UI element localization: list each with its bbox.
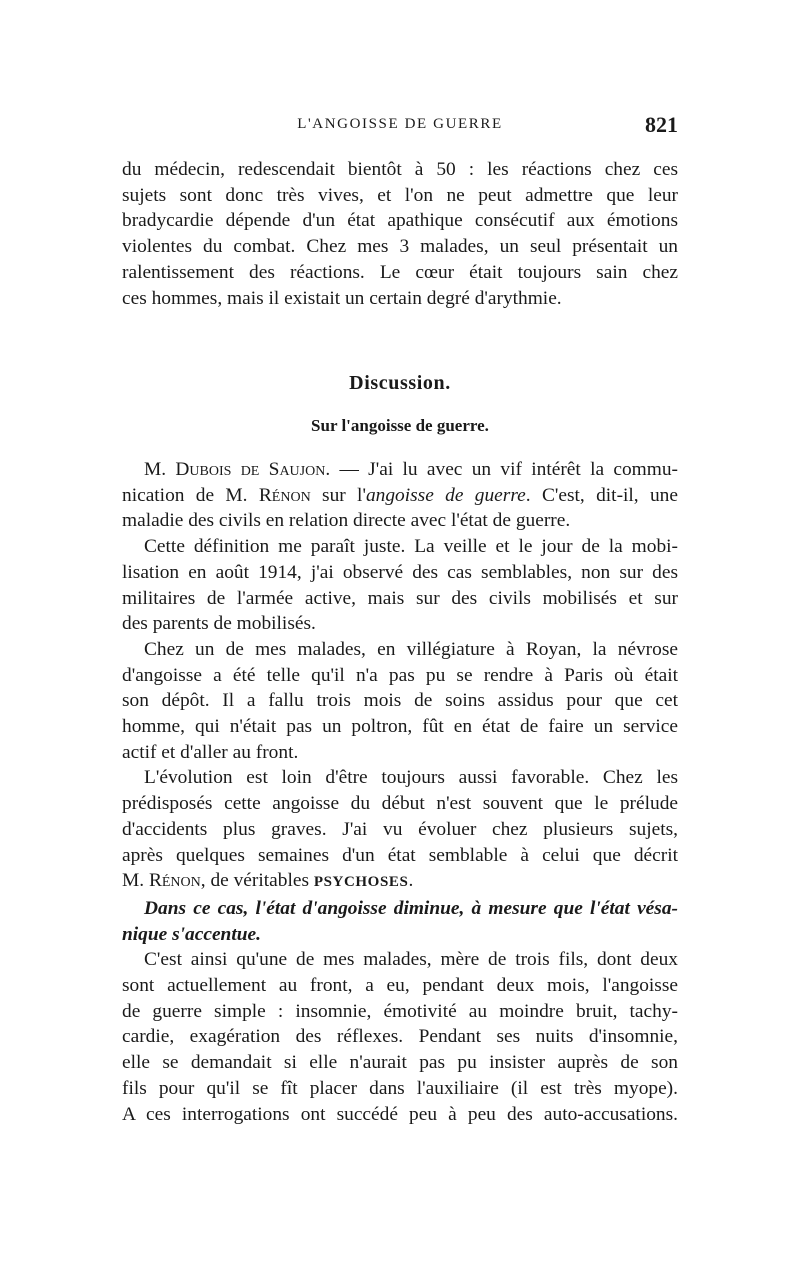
text-line: bradycardie dépende d'un état apathique consécutif aux émotions <box>122 210 678 232</box>
text-line: L'évolution est loin d'être toujours aussi favorable. Chez les <box>144 767 678 789</box>
text-span: nication de M. <box>122 484 259 506</box>
text-line: Cette définition me paraît juste. La veille et le jour de la mobi- <box>144 536 678 558</box>
text-span: , de véritables <box>200 870 314 892</box>
speaker-name: M. Dubois de Saujon. <box>144 459 331 480</box>
section-title: Discussion. <box>349 372 451 394</box>
author-name: Rénon <box>148 870 201 892</box>
page-header <box>122 114 678 140</box>
text-line: des parents de mobilisés. <box>122 613 316 635</box>
text-line: C'est ainsi qu'une de mes malades, mère de trois fils, dont deux <box>144 949 678 971</box>
paragraph-emphasis <box>122 896 678 947</box>
text-line: ralentissement des réactions. Le cœur était toujours sain chez <box>122 261 678 283</box>
text-span: M. <box>122 870 149 892</box>
text-line: sujets sont donc très vives, et l'on ne peut admettre que leur <box>122 184 678 206</box>
text-line: militaires de l'armée active, mais sur des civils mobilisés et sur <box>122 587 678 609</box>
text-line: maladie des civils en relation directe avec l'état de guerre. <box>122 510 571 532</box>
paragraph-evolution <box>122 765 678 896</box>
text-line: homme, qui n'était pas un poltron, fût en état de faire un service <box>122 716 678 738</box>
text-line: sont actuellement au front, a eu, pendant deux mois, l'angoisse <box>122 975 678 997</box>
text-line: son dépôt. Il a fallu trois mois de soins assidus pour que cet <box>122 690 678 712</box>
page-number: 821 <box>645 112 678 137</box>
text-line: de guerre simple : insomnie, émotivité au moindre bruit, tachy- <box>122 1000 678 1022</box>
italic-title: angoisse de guerre <box>365 484 526 506</box>
subsection-title: Sur l'angoisse de guerre. <box>311 416 489 435</box>
text-line <box>122 868 678 896</box>
text-line: nique s'accentue. <box>122 923 261 945</box>
text-line: d'angoisse a été telle qu'il n'a pas pu se rendre à Paris où était <box>122 664 678 686</box>
text-line: ces hommes, mais il existait un certain degré d'arythmie. <box>122 287 562 309</box>
text-line <box>122 457 678 483</box>
text-line: du médecin, redescendait bientôt à 50 : les réactions chez ces <box>122 159 678 180</box>
text-line: après quelques semaines d'un état semblable à celui que décrit <box>122 844 678 866</box>
text-line: prédisposés cette angoisse du début n'est souvent que le prélude <box>122 793 678 815</box>
paragraph-speaker-intro <box>122 457 678 534</box>
text-line: actif et d'aller au front. <box>122 741 299 763</box>
text-line: Chez un de mes malades, en villégiature à Royan, la névrose <box>144 638 678 660</box>
text-line: A ces interrogations ont succédé peu à peu des auto-accusations. <box>122 1103 678 1125</box>
text-span: — J'ai lu avec un vif intérêt la commu- <box>330 459 678 480</box>
text-line: cardie, exagération des réflexes. Pendant ses nuits d'insomnie, <box>122 1026 678 1048</box>
text-line: lisation en août 1914, j'ai observé des cas semblables, non sur des <box>122 561 678 583</box>
paragraph-definition <box>122 534 678 637</box>
text-line: violentes du combat. Chez mes 3 malades, un seul présentait un <box>122 236 678 258</box>
discussion-body <box>122 457 678 1127</box>
text-line: elle se demandait si elle n'aurait pas pu insister auprès de son <box>122 1052 678 1074</box>
text-line: fils pour qu'il se fît placer dans l'auxiliaire (il est très myope). <box>122 1077 678 1099</box>
text-span: . <box>408 870 414 892</box>
author-name: Rénon <box>258 484 311 506</box>
text-span: . C'est, dit-il, une <box>525 484 678 506</box>
text-line <box>122 483 678 509</box>
paragraph-mother-case <box>122 947 678 1127</box>
psychoses-term: PSYCHOSES <box>313 874 409 891</box>
text-span: sur l' <box>310 484 366 506</box>
text-line: d'accidents plus graves. J'ai vu évoluer chez plusieurs sujets, <box>122 818 678 840</box>
paragraph-royan-case <box>122 637 678 766</box>
running-title: L'ANGOISSE DE GUERRE <box>297 116 503 132</box>
text-line: Dans ce cas, l'état d'angoisse diminue, à mesure que l'état vésa- <box>144 897 678 919</box>
intro-paragraph <box>122 157 678 311</box>
